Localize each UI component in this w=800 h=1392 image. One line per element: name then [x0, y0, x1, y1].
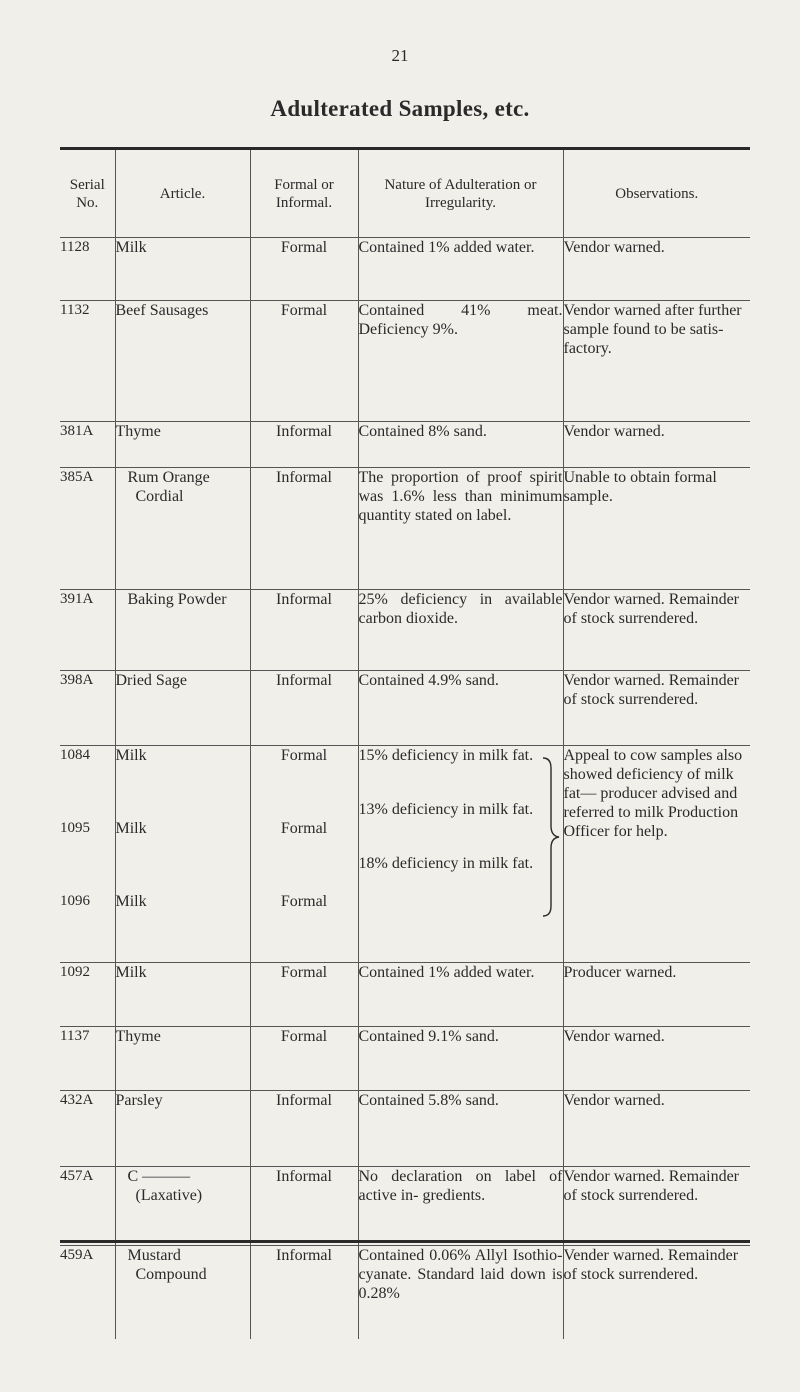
grouped-milk-row — [60, 746, 750, 963]
article-1096: Milk — [115, 893, 147, 910]
article-cell: Thyme — [115, 422, 250, 468]
formal-cell: Formal — [250, 301, 358, 422]
nature-cell: Contained 9.1% sand. — [358, 1027, 563, 1091]
nature-1096: 18% deficiency in milk fat. — [358, 855, 534, 872]
observations-cell: Vendor warned. — [563, 238, 750, 301]
nature-cell: Contained 1% added water. — [358, 963, 563, 1027]
article-cell: Milk — [115, 238, 250, 301]
formal-cell: Informal — [250, 1091, 358, 1167]
page-number: 21 — [391, 46, 409, 65]
table-row — [60, 671, 750, 746]
observations-cell: Producer warned. — [563, 963, 750, 1027]
article-cell: Rum Orange Cordial — [115, 468, 250, 590]
observations-cell: Vendor warned. — [563, 1027, 750, 1091]
serial-1096: 1096 — [60, 893, 90, 909]
serial-cell: 457A — [60, 1167, 115, 1246]
article-cell-group — [115, 746, 250, 963]
table-row — [60, 1027, 750, 1091]
serial-cell: 385A — [60, 468, 115, 590]
nature-cell: Contained 1% added water. — [358, 238, 563, 301]
table-row — [60, 1091, 750, 1167]
table-row — [60, 590, 750, 671]
formal-cell: Informal — [250, 1167, 358, 1246]
page-title: Adulterated Samples, etc. — [270, 96, 530, 121]
nature-cell: Contained 4.9% sand. — [358, 671, 563, 746]
header-serial: Serial No. — [69, 176, 105, 211]
serial-cell-group — [60, 746, 115, 963]
formal-1096: Formal — [280, 893, 328, 910]
nature-1095: 13% deficiency in milk fat. — [358, 801, 534, 818]
header-article: Article. — [115, 150, 250, 238]
table-row — [60, 238, 750, 301]
nature-1084: 15% deficiency in milk fat. — [358, 747, 534, 764]
article-cell: Baking Powder — [115, 590, 250, 671]
curly-brace-icon — [541, 756, 561, 918]
observations-cell: Vendor warned. Remainder of stock surrendered. — [563, 671, 750, 746]
serial-cell: 1132 — [60, 301, 115, 422]
observations-cell: Vendor warned after further sample found to be satis- factory. — [563, 301, 750, 422]
formal-cell-group — [250, 746, 358, 963]
serial-cell: 1128 — [60, 238, 115, 301]
serial-1095: 1095 — [60, 820, 90, 836]
table-row — [60, 468, 750, 590]
serial-cell: 398A — [60, 671, 115, 746]
article-cell: Parsley — [115, 1091, 250, 1167]
header-formal: Formal or Informal. — [250, 150, 358, 238]
article-cell: Dried Sage — [115, 671, 250, 746]
article-cell: Thyme — [115, 1027, 250, 1091]
observations-cell: Vendor warned. Remainder of stock surrendered. — [563, 590, 750, 671]
observations-cell: Vendor warned. — [563, 422, 750, 468]
article-cell: Milk — [115, 963, 250, 1027]
serial-cell: 432A — [60, 1091, 115, 1167]
article-cell: Beef Sausages — [115, 301, 250, 422]
formal-1095: Formal — [280, 820, 328, 837]
nature-cell: Contained 8% sand. — [358, 422, 563, 468]
table-row — [60, 1246, 750, 1339]
article-cell: Mustard Compound — [115, 1246, 250, 1339]
nature-cell: Contained 41% meat. Deficiency 9%. — [358, 301, 563, 422]
formal-cell: Informal — [250, 468, 358, 590]
formal-cell: Formal — [250, 1027, 358, 1091]
observations-cell: Vendor warned. — [563, 1091, 750, 1167]
serial-cell: 391A — [60, 590, 115, 671]
adulterated-samples-table — [60, 150, 750, 1339]
nature-cell: No declaration on label of active in- gredients. — [358, 1167, 563, 1246]
formal-cell: Formal — [250, 238, 358, 301]
serial-cell: 1092 — [60, 963, 115, 1027]
header-observations: Observations. — [563, 150, 750, 238]
formal-cell: Informal — [250, 590, 358, 671]
nature-cell: The proportion of proof spirit was 1.6% less than minimum quantity stated on label. — [358, 468, 563, 590]
nature-cell-group — [358, 746, 563, 963]
table-row — [60, 963, 750, 1027]
formal-cell: Informal — [250, 671, 358, 746]
nature-cell: Contained 0.06% Allyl Isothio- cyanate. Standard laid down is 0.28% — [358, 1246, 563, 1339]
nature-cell: 25% deficiency in available carbon dioxide. — [358, 590, 563, 671]
header-row — [60, 150, 750, 238]
observations-cell: Vender warned. Remainder of stock surrendered. — [563, 1246, 750, 1339]
article-1084: Milk — [115, 747, 147, 764]
observations-cell: Unable to obtain formal sample. — [563, 468, 750, 590]
table-row — [60, 301, 750, 422]
formal-cell: Informal — [250, 1246, 358, 1339]
serial-cell: 459A — [60, 1246, 115, 1339]
observations-cell: Vendor warned. Remainder of stock surrendered. — [563, 1167, 750, 1246]
table-row — [60, 422, 750, 468]
article-1095: Milk — [115, 820, 147, 837]
observations-cell-group: Appeal to cow samples also showed deficiency of milk fat— producer advised and referred to milk Production Officer for help. — [563, 746, 750, 963]
nature-cell: Contained 5.8% sand. — [358, 1091, 563, 1167]
formal-cell: Informal — [250, 422, 358, 468]
bottom-rule — [60, 1240, 750, 1243]
serial-cell: 381A — [60, 422, 115, 468]
header-nature: Nature of Adulteration or Irregularity. — [358, 150, 563, 238]
serial-cell: 1137 — [60, 1027, 115, 1091]
serial-1084: 1084 — [60, 747, 90, 763]
formal-1084: Formal — [280, 747, 328, 764]
article-cell: C ——— (Laxative) — [115, 1167, 250, 1246]
formal-cell: Formal — [250, 963, 358, 1027]
table-row — [60, 1167, 750, 1246]
